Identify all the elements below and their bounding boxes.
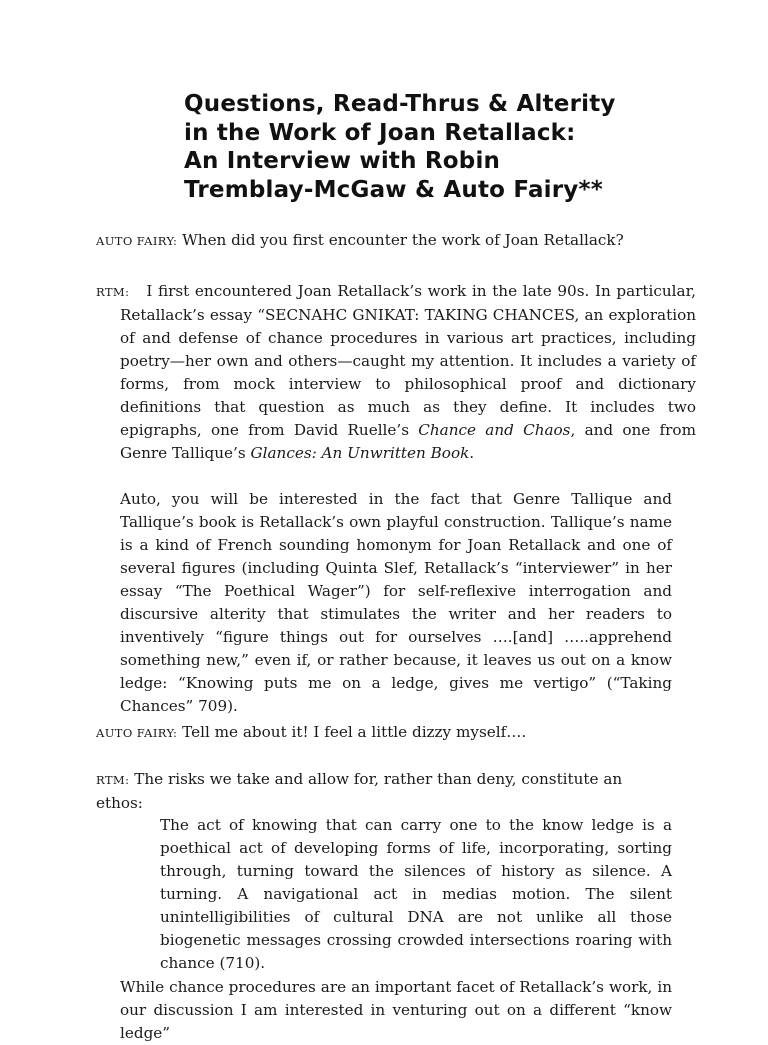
answer-1-text-c: .	[469, 444, 475, 462]
title-line-4: Tremblay-McGaw & Auto Fairy**	[184, 176, 603, 203]
article-title	[184, 90, 684, 204]
question-1-text: When did you first encounter the work of Joan Retallack?	[182, 231, 624, 249]
title-line-1: Questions, Read-Thrus & Alterity	[184, 91, 616, 117]
speaker-rtm: RTM:	[96, 285, 130, 299]
answer-2	[96, 768, 672, 815]
title-line-3: An Interview with Robin	[184, 148, 501, 174]
speaker-auto-fairy: AUTO FAIRY:	[96, 234, 178, 248]
speaker-auto-fairy: AUTO FAIRY:	[96, 726, 178, 740]
answer-1-text-b: , and one from Genre Tallique’s	[120, 421, 696, 462]
answer-1-paragraph-2: Auto, you will be interested in the fact that Genre Tallique and Tallique’s book is Retallack’s own playful construction. Tallique’s name is a kind of French sounding homonym for Joan Retallack and one of several figures (including Quinta Slef, Retallack’s “interviewer” in her essay “The Poethical Wager”) for self-reflexive interrogation and discursive alterity that stimulates the writer and her readers to inventively “figure things out for ourselves ….[and] …..apprehend something new,” even if, or rather because, it leaves us out on a know ledge: “Knowing puts me on a ledge, gives me vertigo” (“Taking Chances” 709).	[120, 490, 672, 715]
answer-1-italic-a: Chance and Chaos	[418, 421, 571, 439]
block-quote: The act of knowing that can carry one to the know ledge is a poethical act of developing forms of life, incorporating, sorting through, turning toward the silences of history as silence. A turning. A navigational act in medias motion. The silent unintelligibilities of cultural DNA are not unlike all those biogenetic messages crossing crowded intersections roaring with chance (710).	[160, 816, 672, 972]
speaker-rtm: RTM:	[96, 773, 130, 787]
answer-2-paragraph-2: While chance procedures are an important facet of Retallack’s work, in our discussion I am interested in venturing out on a different “know ledge”	[120, 978, 672, 1042]
title-line-2: in the Work of Joan Retallack:	[184, 119, 576, 146]
answer-1	[96, 280, 696, 465]
answer-1-italic-b: Glances: An Unwritten Book	[250, 444, 470, 462]
question-1	[96, 229, 672, 253]
question-2-text: Tell me about it! I feel a little dizzy myself….	[182, 723, 527, 741]
answer-2-text: The risks we take and allow for, rather than deny, constitute an ethos:	[96, 770, 623, 812]
question-2	[96, 721, 672, 745]
answer-1-text-a: I first encountered Joan Retallack’s work in the late 90s. In particular, Retallack’s essay “SECNAHC GNIKAT: TAKING CHANCES, an exploration of and defense of chance procedures in various art practices, including poetry—her own and others—caught my attention. It includes a variety of forms, from mock interview to philosophical proof and dictionary definitions that question as much as they define. It includes two epigraphs, one from David Ruelle’s	[120, 282, 697, 439]
